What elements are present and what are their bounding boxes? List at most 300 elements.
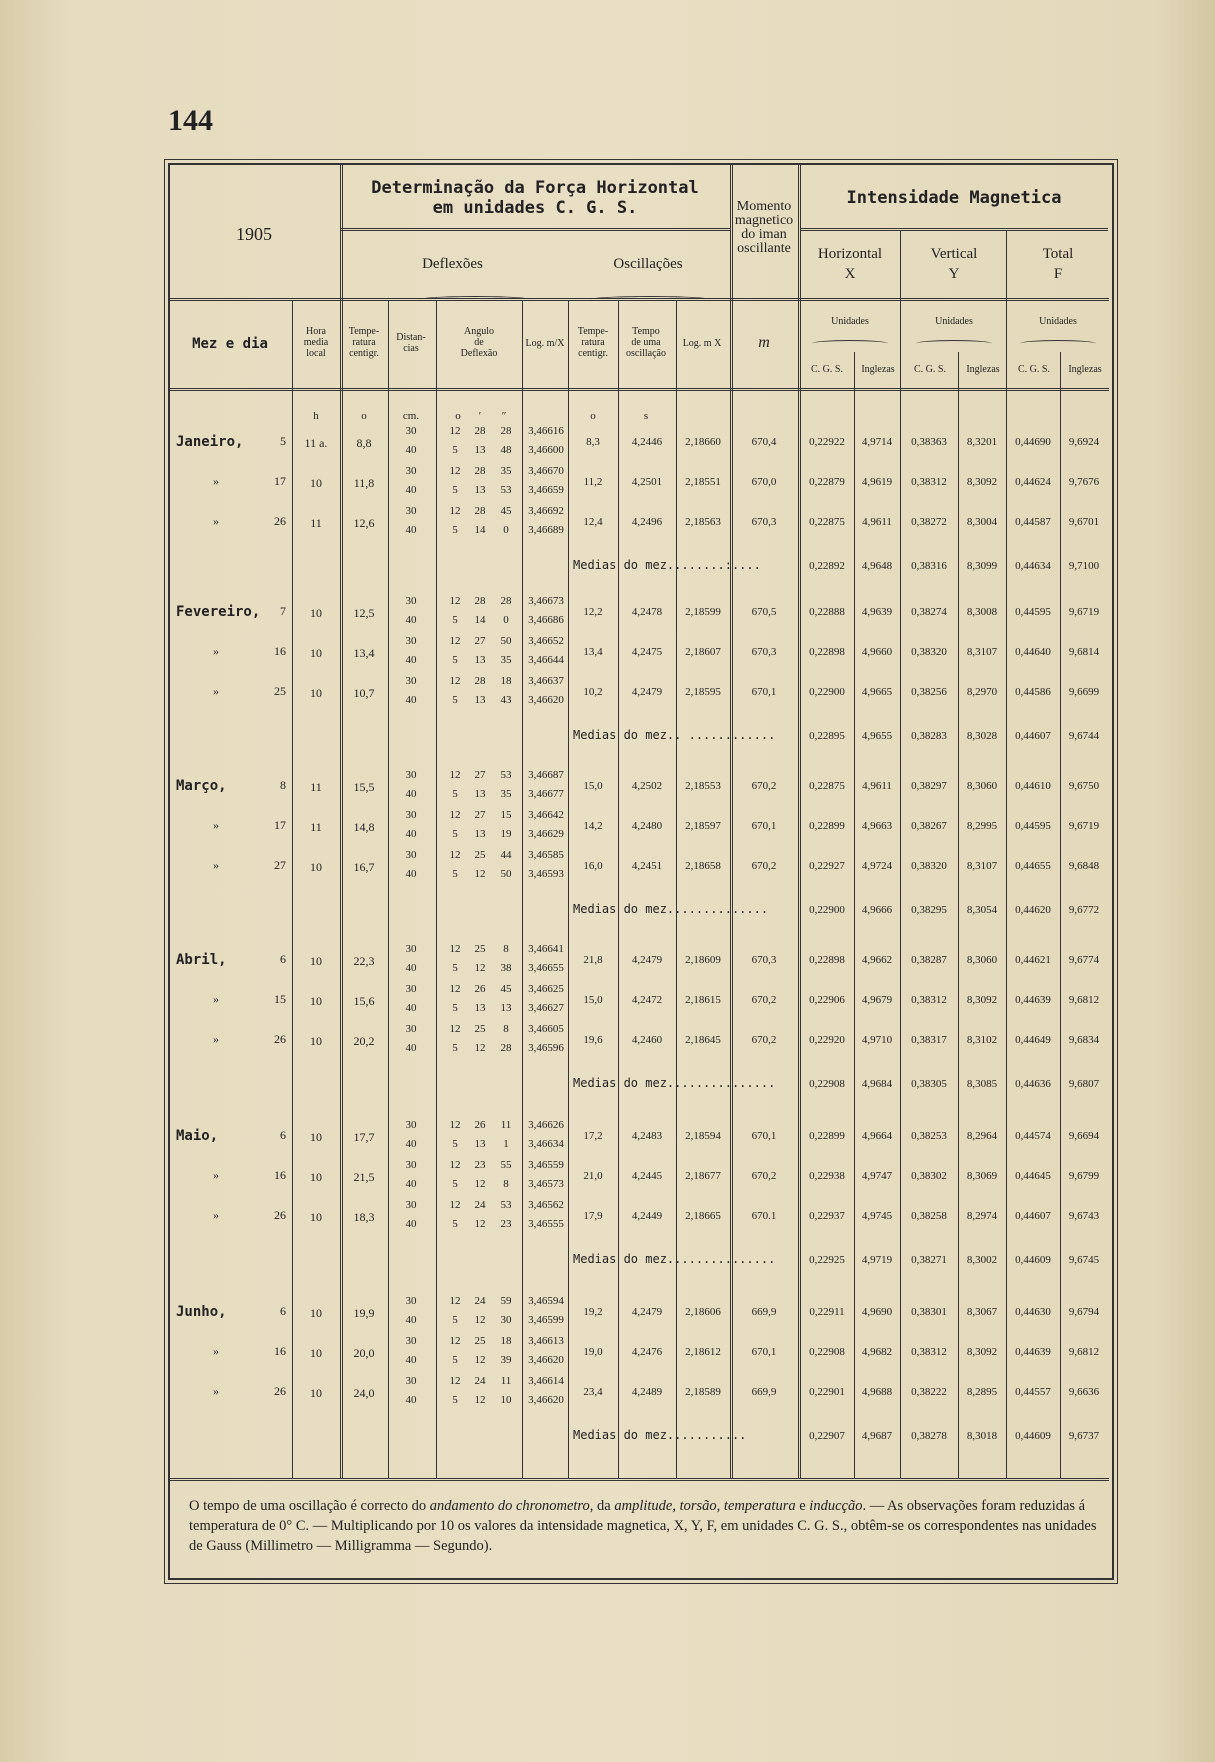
angle-minutes: 28 <box>474 425 486 437</box>
log-m-over-x: 3,46641 <box>528 943 564 955</box>
row-distance: 40 <box>405 694 417 706</box>
angle-degrees: 5 <box>452 1002 458 1014</box>
angle-degrees: 12 <box>449 809 461 821</box>
log-m-over-x: 3,46644 <box>528 654 564 666</box>
row-temperature: 19,9 <box>353 1306 375 1320</box>
medias-x-cgs: 0,22908 <box>809 1078 845 1090</box>
angle-seconds: 10 <box>500 1394 512 1406</box>
f-inglezas: 9,6794 <box>1068 1306 1100 1318</box>
row-day: 7 <box>280 604 286 618</box>
angle-degrees: 5 <box>452 1354 458 1366</box>
oscillation-time: 4,2476 <box>631 1346 663 1358</box>
row-hora: 10 <box>310 860 322 874</box>
f-cgs: 0,44557 <box>1015 1386 1051 1398</box>
row-hora: 10 <box>310 646 322 660</box>
row-temperature: 13,4 <box>353 646 375 660</box>
angle-seconds: 53 <box>500 1199 512 1211</box>
y-cgs: 0,38267 <box>911 820 947 832</box>
row-month-label: » <box>213 858 219 872</box>
row-day: 5 <box>280 434 286 448</box>
angle-minutes: 25 <box>474 1023 486 1035</box>
y-inglezas: 8,2995 <box>966 820 998 832</box>
row-hora: 10 <box>310 994 322 1008</box>
oscillation-time: 4,2489 <box>631 1386 663 1398</box>
x-inglezas: 4,9660 <box>861 646 893 658</box>
log-m-over-x: 3,46599 <box>528 1314 564 1326</box>
y-cgs: 0,38312 <box>911 1346 947 1358</box>
osc-temperature-heading <box>570 326 616 359</box>
f-inglezas: 9,6701 <box>1068 516 1100 528</box>
f-cgs: 0,44595 <box>1015 606 1051 618</box>
y-inglezas: 8,3092 <box>966 476 998 488</box>
medias-f-cgs: 0,44609 <box>1015 1254 1051 1266</box>
log-m-over-x: 3,46629 <box>528 828 564 840</box>
angle-seconds: 35 <box>500 654 512 666</box>
oscillation-time: 4,2479 <box>631 954 663 966</box>
row-month-label: » <box>213 1344 219 1358</box>
f-inglezas: 9,6699 <box>1068 686 1100 698</box>
log-m-x-heading: Log. m X <box>682 338 722 349</box>
row-rule <box>340 228 730 231</box>
osc-temperature: 19,2 <box>583 1306 603 1318</box>
angle-minutes: 28 <box>474 505 486 517</box>
angle-minutes: 12 <box>474 1354 486 1366</box>
x-cgs: 0,22898 <box>809 954 845 966</box>
x-inglezas: 4,9611 <box>862 516 892 528</box>
row-month-label: » <box>213 1384 219 1398</box>
osc-temperature: 23,4 <box>583 1386 603 1398</box>
angle-degrees: 12 <box>449 425 461 437</box>
f-cgs: 0,44587 <box>1015 516 1051 528</box>
f-inglezas: 9,6694 <box>1068 1130 1100 1142</box>
unit-cm: cm. <box>402 410 420 422</box>
osc-temperature: 11,2 <box>583 476 603 488</box>
horizontal-symbol: X <box>844 266 856 282</box>
y-cgs: 0,38287 <box>911 954 947 966</box>
angle-seconds: 18 <box>500 675 512 687</box>
angle-seconds: 59 <box>500 1295 512 1307</box>
f-inglezas: 9,6814 <box>1068 646 1100 658</box>
moment-m: 670,2 <box>751 994 777 1006</box>
medias-y-cgs: 0,38295 <box>911 904 947 916</box>
row-day: 27 <box>274 858 286 872</box>
f-inglezas: 9,6743 <box>1068 1210 1100 1222</box>
x-cgs: 0,22911 <box>809 1306 845 1318</box>
momento-heading <box>730 200 798 256</box>
log-m-over-x: 3,46634 <box>528 1138 564 1150</box>
angle-degrees: 5 <box>452 1394 458 1406</box>
row-day: 25 <box>274 684 286 698</box>
angle-seconds: 1 <box>503 1138 509 1150</box>
osc-temperature: 21,8 <box>583 954 603 966</box>
log-m-x: 2,18589 <box>685 1386 721 1398</box>
osc-temperature: 19,0 <box>583 1346 603 1358</box>
column-rule <box>900 230 901 1478</box>
footnote <box>189 1496 1101 1556</box>
oscillation-time: 4,2445 <box>631 1170 663 1182</box>
angle-seconds: 44 <box>500 849 512 861</box>
x-inglezas: 4,9663 <box>861 820 893 832</box>
unit-osc-deg: o <box>590 410 596 422</box>
angle-minutes: 24 <box>474 1295 486 1307</box>
row-temperature: 11,8 <box>353 476 375 490</box>
row-month-label: » <box>213 1208 219 1222</box>
dist-line: Distan- <box>396 332 426 343</box>
f-cgs: 0,44586 <box>1015 686 1051 698</box>
y-cgs: 0,38297 <box>911 780 947 792</box>
row-distance: 40 <box>405 1178 417 1190</box>
log-m-over-x-heading: Log. m/X <box>525 338 565 349</box>
log-m-over-x: 3,46689 <box>528 524 564 536</box>
angle-degrees: 12 <box>449 1335 461 1347</box>
f-inglezas: 9,7676 <box>1068 476 1100 488</box>
f-inglezas: 9,6812 <box>1068 1346 1100 1358</box>
log-m-over-x: 3,46692 <box>528 505 564 517</box>
log-m-over-x: 3,46596 <box>528 1042 564 1054</box>
moment-m: 669,9 <box>751 1306 777 1318</box>
row-temperature: 16,7 <box>353 860 375 874</box>
x-cgs: 0,22927 <box>809 860 845 872</box>
medias-y-cgs: 0,38283 <box>911 730 947 742</box>
f-cgs: 0,44610 <box>1015 780 1051 792</box>
moment-m: 670,4 <box>751 436 777 448</box>
x-cgs: 0,22899 <box>809 820 845 832</box>
angle-minutes: 14 <box>474 524 486 536</box>
medias-x-cgs: 0,22907 <box>809 1430 845 1442</box>
row-temperature: 24,0 <box>353 1386 375 1400</box>
angle-minutes: 27 <box>474 809 486 821</box>
y-cgs: 0,38302 <box>911 1170 947 1182</box>
temp-line: ratura <box>352 337 376 348</box>
medias-y-cgs: 0,38316 <box>911 560 947 572</box>
angle-degrees: 5 <box>452 962 458 974</box>
log-m-x: 2,18609 <box>685 954 721 966</box>
row-month-label: Janeiro, <box>176 434 244 450</box>
row-distance: 30 <box>405 983 417 995</box>
moment-m: 670,0 <box>751 476 777 488</box>
medias-label: Medias do mez.............. <box>573 902 769 916</box>
row-hora: 10 <box>310 606 322 620</box>
f-inglezas: 9,6848 <box>1068 860 1100 872</box>
log-m-x: 2,18658 <box>685 860 721 872</box>
row-distance: 30 <box>405 595 417 607</box>
row-temperature: 20,2 <box>353 1034 375 1048</box>
dist-line: cias <box>403 343 419 354</box>
unit-angle-sec: ″ <box>501 410 507 422</box>
row-distance: 30 <box>405 1199 417 1211</box>
row-rule <box>169 1478 1109 1481</box>
angle-seconds: 53 <box>500 769 512 781</box>
x-inglezas: 4,9724 <box>861 860 893 872</box>
row-distance: 40 <box>405 788 417 800</box>
angle-seconds: 48 <box>500 444 512 456</box>
angle-minutes: 12 <box>474 1218 486 1230</box>
angle-seconds: 50 <box>500 868 512 880</box>
row-day: 6 <box>280 1304 286 1318</box>
angle-seconds: 45 <box>500 983 512 995</box>
y-inglezas: 8,3102 <box>966 1034 998 1046</box>
log-m-x: 2,18607 <box>685 646 721 658</box>
angle-degrees: 12 <box>449 849 461 861</box>
log-m-over-x: 3,46559 <box>528 1159 564 1171</box>
row-distance: 40 <box>405 524 417 536</box>
oscillation-time: 4,2479 <box>631 1306 663 1318</box>
f-cgs: 0,44639 <box>1015 994 1051 1006</box>
y-cgs: 0,38272 <box>911 516 947 528</box>
row-day: 26 <box>274 1208 286 1222</box>
x-inglezas: 4,9747 <box>861 1170 893 1182</box>
angle-minutes: 12 <box>474 1178 486 1190</box>
oscillation-time: 4,2475 <box>631 646 663 658</box>
momento-line: do iman <box>741 227 787 242</box>
moment-m: 670.1 <box>751 1210 777 1222</box>
moment-m: 670,2 <box>751 1034 777 1046</box>
vertical-symbol: Y <box>948 266 960 282</box>
row-month-label: Junho, <box>176 1304 227 1320</box>
medias-y-inglezas: 8,3002 <box>966 1254 998 1266</box>
row-distance: 30 <box>405 849 417 861</box>
row-distance: 40 <box>405 654 417 666</box>
row-distance: 30 <box>405 635 417 647</box>
y-inglezas: 8,2970 <box>966 686 998 698</box>
medias-label: Medias do mez............... <box>573 1076 776 1090</box>
x-inglezas: 4,9664 <box>861 1130 893 1142</box>
angle-seconds: 55 <box>500 1159 512 1171</box>
row-distance: 30 <box>405 1375 417 1387</box>
row-distance: 30 <box>405 465 417 477</box>
y-inglezas: 8,2895 <box>966 1386 998 1398</box>
row-distance: 30 <box>405 1159 417 1171</box>
angle-seconds: 11 <box>500 1119 512 1131</box>
y-inglezas: 8,3004 <box>966 516 998 528</box>
angle-minutes: 13 <box>474 694 486 706</box>
row-hora: 10 <box>310 1034 322 1048</box>
y-inglezas: 8,3060 <box>966 780 998 792</box>
osc-temperature: 13,4 <box>583 646 603 658</box>
row-distance: 40 <box>405 828 417 840</box>
temp-line: centigr. <box>349 348 379 359</box>
medias-x-inglezas: 4,9687 <box>861 1430 893 1442</box>
angle-minutes: 13 <box>474 1002 486 1014</box>
angle-seconds: 50 <box>500 635 512 647</box>
medias-y-inglezas: 8,3099 <box>966 560 998 572</box>
x-inglezas: 4,9665 <box>861 686 893 698</box>
osc-temperature: 17,2 <box>583 1130 603 1142</box>
brace <box>420 296 530 303</box>
y-inglezas: 8,3107 <box>966 860 998 872</box>
log-m-over-x: 3,46626 <box>528 1119 564 1131</box>
medias-label: Medias do mez........... <box>573 1428 747 1442</box>
row-temperature: 17,7 <box>353 1130 375 1144</box>
row-day: 26 <box>274 1384 286 1398</box>
unidades-x: Unidades <box>831 316 869 327</box>
footnote-text: , da <box>589 1498 615 1514</box>
row-month-label: » <box>213 644 219 658</box>
medias-y-inglezas: 8,3028 <box>966 730 998 742</box>
medias-x-inglezas: 4,9648 <box>861 560 893 572</box>
f-cgs: 0,44640 <box>1015 646 1051 658</box>
angle-seconds: 28 <box>500 595 512 607</box>
unidades-f: Unidades <box>1039 316 1077 327</box>
column-rule <box>436 300 437 1478</box>
angle-minutes: 12 <box>474 868 486 880</box>
section-title-2: em unidades C. G. S. <box>432 198 638 218</box>
brace <box>1020 340 1096 347</box>
angle-minutes: 12 <box>474 1394 486 1406</box>
x-cgs: 0,22879 <box>809 476 845 488</box>
medias-f-inglezas: 9,6772 <box>1068 904 1100 916</box>
moment-m: 670,1 <box>751 686 777 698</box>
angulo-line: Angulo <box>464 326 494 337</box>
angle-seconds: 53 <box>500 484 512 496</box>
medias-label: Medias do mez............... <box>573 1252 776 1266</box>
angle-minutes: 28 <box>474 675 486 687</box>
row-month-label: » <box>213 514 219 528</box>
row-hora: 11 <box>310 516 322 530</box>
x-cgs: 0,22875 <box>809 516 845 528</box>
row-distance: 40 <box>405 868 417 880</box>
row-month-label: Março, <box>176 778 227 794</box>
angle-seconds: 18 <box>500 1335 512 1347</box>
angulo-heading <box>436 326 522 359</box>
x-cgs: 0,22888 <box>809 606 845 618</box>
medias-y-inglezas: 8,3018 <box>966 1430 998 1442</box>
log-m-over-x: 3,46627 <box>528 1002 564 1014</box>
angulo-line: Deflexão <box>460 348 498 359</box>
hora-line: local <box>306 348 326 359</box>
angle-degrees: 12 <box>449 943 461 955</box>
angle-minutes: 24 <box>474 1199 486 1211</box>
angle-degrees: 5 <box>452 694 458 706</box>
f-cgs: 0,44624 <box>1015 476 1051 488</box>
angle-degrees: 5 <box>452 788 458 800</box>
medias-f-cgs: 0,44609 <box>1015 1430 1051 1442</box>
row-distance: 40 <box>405 1218 417 1230</box>
angle-degrees: 5 <box>452 828 458 840</box>
osc-temperature: 8,3 <box>586 436 600 448</box>
x-cgs: 0,22920 <box>809 1034 845 1046</box>
angle-seconds: 19 <box>500 828 512 840</box>
row-rule <box>169 388 1109 391</box>
medias-f-inglezas: 9,6807 <box>1068 1078 1100 1090</box>
row-hora: 10 <box>310 954 322 968</box>
log-m-over-x: 3,46614 <box>528 1375 564 1387</box>
angle-seconds: 28 <box>500 425 512 437</box>
f-inglezas: 9,6719 <box>1068 820 1100 832</box>
tempo-heading <box>618 326 674 359</box>
row-distance: 30 <box>405 1023 417 1035</box>
y-inglezas: 8,2964 <box>966 1130 998 1142</box>
tempo-line: oscillação <box>626 348 666 359</box>
cgs-f: C. G. S. <box>1018 364 1050 375</box>
y-cgs: 0,38312 <box>911 476 947 488</box>
osc-temperature: 17,9 <box>583 1210 603 1222</box>
unit-angle-deg: o <box>455 410 461 422</box>
angle-degrees: 5 <box>452 1042 458 1054</box>
row-hora: 10 <box>310 1306 322 1320</box>
angle-degrees: 5 <box>452 614 458 626</box>
moment-m: 669,9 <box>751 1386 777 1398</box>
row-month-label: » <box>213 684 219 698</box>
angle-degrees: 5 <box>452 484 458 496</box>
medias-x-cgs: 0,22892 <box>809 560 845 572</box>
f-cgs: 0,44595 <box>1015 820 1051 832</box>
moment-m: 670,1 <box>751 820 777 832</box>
angle-degrees: 5 <box>452 868 458 880</box>
angle-degrees: 12 <box>449 1375 461 1387</box>
horizontal-heading: Horizontal <box>817 246 883 262</box>
f-cgs: 0,44574 <box>1015 1130 1051 1142</box>
medias-y-cgs: 0,38278 <box>911 1430 947 1442</box>
oscillation-time: 4,2472 <box>631 994 663 1006</box>
y-cgs: 0,38222 <box>911 1386 947 1398</box>
row-month-label: » <box>213 1032 219 1046</box>
row-temperature: 22,3 <box>353 954 375 968</box>
angle-degrees: 12 <box>449 595 461 607</box>
row-month-label: Fevereiro, <box>176 604 261 620</box>
row-hora: 10 <box>310 1130 322 1144</box>
tempo-line: Tempo <box>632 326 660 337</box>
log-m-x: 2,18615 <box>685 994 721 1006</box>
row-hora: 10 <box>310 1210 322 1224</box>
footnote-text: O tempo de uma oscillação é correcto do <box>189 1498 430 1514</box>
row-temperature: 12,6 <box>353 516 375 530</box>
angle-degrees: 5 <box>452 524 458 536</box>
osc-temperature: 16,0 <box>583 860 603 872</box>
angle-minutes: 12 <box>474 1314 486 1326</box>
osc-temperature: 15,0 <box>583 780 603 792</box>
row-day: 17 <box>274 818 286 832</box>
angle-degrees: 12 <box>449 675 461 687</box>
y-cgs: 0,38320 <box>911 860 947 872</box>
log-m-over-x: 3,46593 <box>528 868 564 880</box>
tempo-line: de uma <box>631 337 661 348</box>
hora-heading <box>292 326 340 359</box>
x-inglezas: 4,9619 <box>861 476 893 488</box>
row-day: 6 <box>280 1128 286 1142</box>
log-m-over-x: 3,46637 <box>528 675 564 687</box>
x-cgs: 0,22908 <box>809 1346 845 1358</box>
log-m-x: 2,18563 <box>685 516 721 528</box>
angle-minutes: 26 <box>474 1119 486 1131</box>
angle-degrees: 12 <box>449 505 461 517</box>
angle-seconds: 13 <box>500 1002 512 1014</box>
row-distance: 30 <box>405 769 417 781</box>
angle-degrees: 12 <box>449 983 461 995</box>
oscillation-time: 4,2483 <box>631 1130 663 1142</box>
row-temperature: 18,3 <box>353 1210 375 1224</box>
angle-degrees: 12 <box>449 769 461 781</box>
row-distance: 30 <box>405 675 417 687</box>
cgs-y: C. G. S. <box>914 364 946 375</box>
row-day: 6 <box>280 952 286 966</box>
log-m-over-x: 3,46620 <box>528 1394 564 1406</box>
row-day: 26 <box>274 514 286 528</box>
row-temperature: 21,5 <box>353 1170 375 1184</box>
angle-degrees: 5 <box>452 1138 458 1150</box>
mez-dia-heading: Mez e dia <box>192 336 268 352</box>
log-m-over-x: 3,46670 <box>528 465 564 477</box>
row-day: 15 <box>274 992 286 1006</box>
angle-degrees: 5 <box>452 1218 458 1230</box>
angle-seconds: 30 <box>500 1314 512 1326</box>
moment-m: 670,3 <box>751 954 777 966</box>
x-cgs: 0,22922 <box>809 436 845 448</box>
footnote-text: e <box>795 1498 810 1514</box>
y-inglezas: 8,3107 <box>966 646 998 658</box>
angle-seconds: 0 <box>503 614 509 626</box>
row-hora: 10 <box>310 1170 322 1184</box>
